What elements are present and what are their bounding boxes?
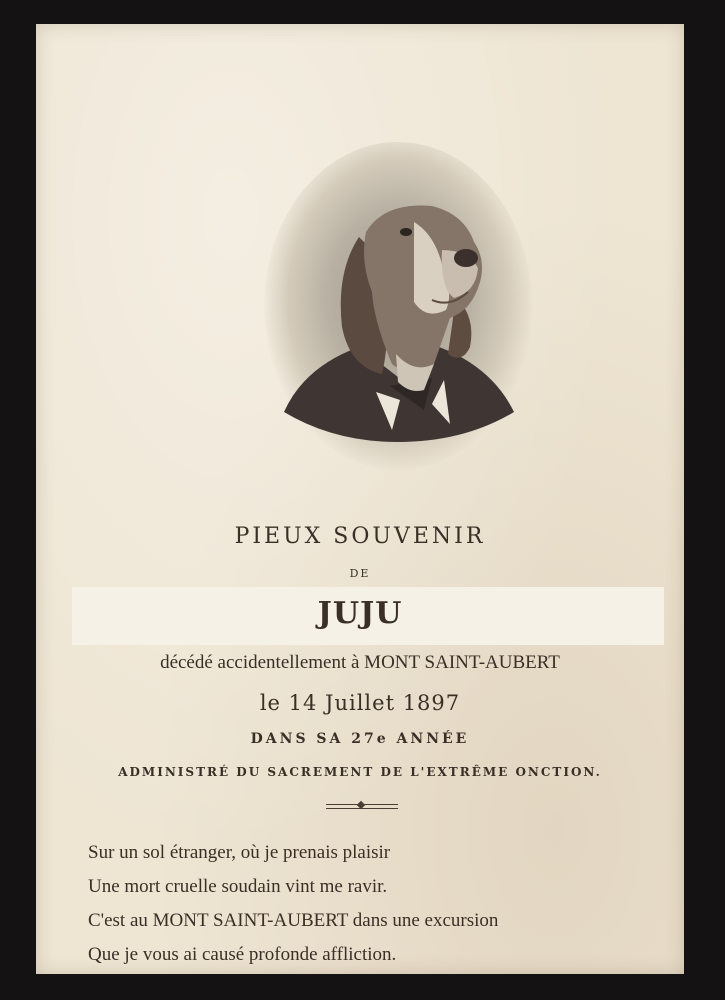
- dog-portrait-icon: [264, 142, 532, 470]
- ornamental-divider: [326, 804, 398, 809]
- poem-verse: C'est au MONT SAINT-AUBERT dans une excursion: [88, 910, 499, 931]
- poem-verse: Que je vous ai causé profonde affliction.: [88, 944, 397, 965]
- poem-verse: Une mort cruelle soudain vint me ravir.: [88, 876, 388, 897]
- memorial-card: [36, 24, 684, 974]
- poem-verse: Sur un sol étranger, où je prenais plaisir: [88, 842, 391, 863]
- death-place-line: décédé accidentellement à MONT SAINT-AUBERT: [160, 652, 560, 673]
- portrait-vignette: [264, 142, 532, 470]
- deceased-name: JUJU: [317, 596, 403, 631]
- death-date-line: le 14 Juillet 1897: [259, 691, 461, 715]
- poem: [88, 838, 668, 974]
- age-line: DANS SA 27e ANNÉE: [250, 731, 470, 747]
- card-title: PIEUX SOUVENIR: [234, 524, 486, 549]
- sacrament-line: ADMINISTRÉ DU SACREMENT DE L'EXTRÊME ONCTION.: [118, 765, 602, 779]
- title-preposition: DE: [349, 567, 371, 580]
